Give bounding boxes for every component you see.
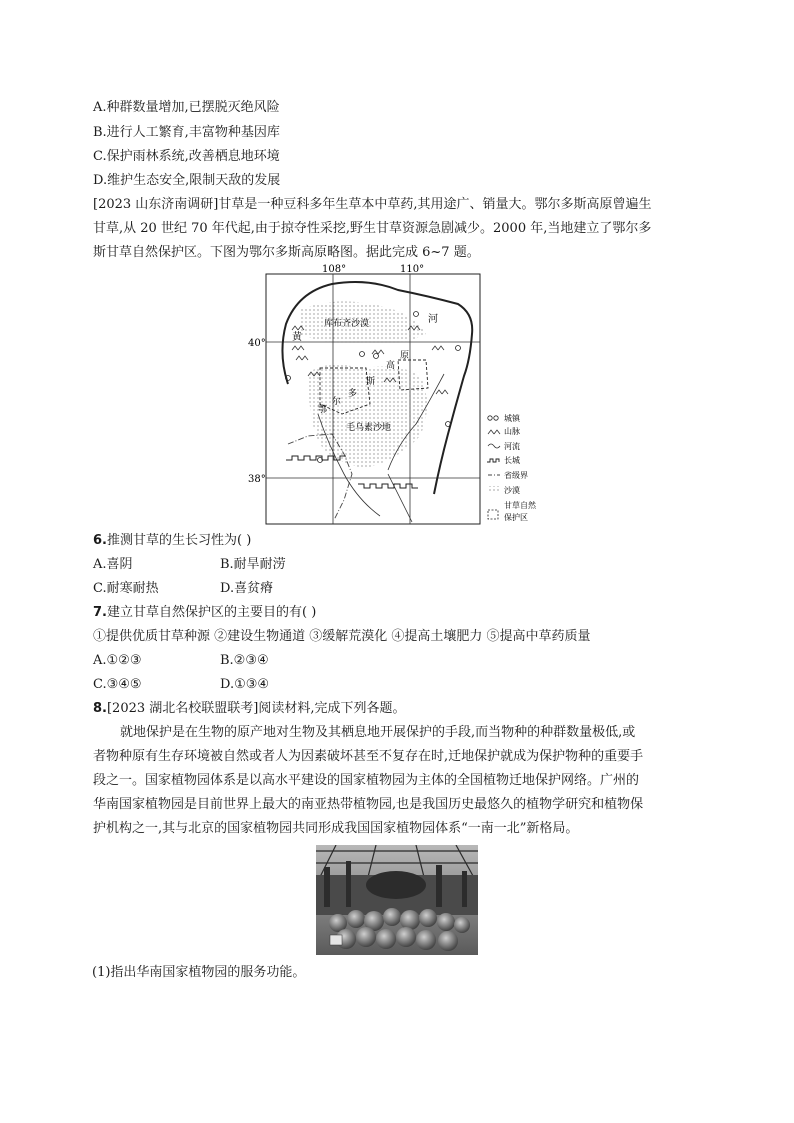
label-plateau-er: 尔 [332, 397, 342, 407]
q6-stem: 推测甘草的生长习性为( ) [106, 533, 252, 548]
label-plateau-si: 斯 [366, 377, 376, 387]
q8-paragraph-line-5: 护机构之一,其与北京的国家植物园共同形成我国国家植物园体系“一南一北”新格局。 [93, 821, 579, 836]
q8-paragraph-line-3: 段之一。国家植物园体系是以高水平建设的国家植物园为主体的全国植物迁地保护网络。广州的 [93, 773, 640, 788]
legend-boundary: 省级界 [504, 471, 528, 480]
q6-option-c: C.耐寒耐热 [93, 581, 159, 596]
label-kubuqi: 库布齐沙漠 [324, 319, 370, 329]
q8-paragraph-line-4: 华南国家植物园是目前世界上最大的南亚热带植物园,也是我国历史最悠久的植物学研究和植物保 [93, 797, 644, 812]
q6-option-d: D.喜贫瘠 [220, 581, 274, 596]
q8-number: 8. [93, 701, 107, 716]
ordos-plateau-map [248, 264, 550, 526]
passage-line-1: [2023 山东济南调研]甘草是一种豆科多年生草本中草药,其用途广、销量大。鄂尔多斯高原曾遍生 [93, 197, 652, 212]
passage-line-3: 斯甘草自然保护区。下图为鄂尔多斯高原略图。据此完成 6~7 题。 [93, 245, 480, 260]
question-7 [93, 604, 316, 622]
river-tributary-3 [388, 474, 412, 522]
map-legend [487, 413, 537, 522]
legend-reserve-1: 甘草自然 [504, 501, 536, 510]
legend-mountain: 山脉 [504, 427, 520, 436]
label-plateau-yuan: 原 [400, 351, 410, 361]
q7-items: ①提供优质甘草种源 ②建设生物通道 ③缓解荒漠化 ④提高土壤肥力 ⑤提高中草药质量 [93, 629, 591, 644]
q8-paragraph-line-2: 者物种原有生存环境被自然或者人为因素破坏甚至不复存在时,迁地保护就成为保护物种的重要手 [93, 749, 644, 764]
question-6 [93, 532, 251, 550]
q7-stem: 建立甘草自然保护区的主要目的有( ) [106, 605, 317, 620]
greenhouse-cactus-photo [316, 845, 478, 955]
legend-town: 城镇 [504, 414, 520, 423]
q7-option-b: B.②③④ [220, 653, 269, 668]
q7-option-c: C.③④⑤ [93, 677, 142, 692]
legend-river: 河流 [504, 442, 520, 451]
q8-subquestion-1: (1)指出华南国家植物园的服务功能。 [92, 965, 306, 980]
q6-option-a: A.喜阴 [93, 557, 133, 572]
label-plateau-e: 鄂 [318, 405, 328, 415]
option-d: D.维护生态安全,限制天敌的发展 [93, 173, 281, 188]
q8-paragraph-line-1: 就地保护是在生物的原产地对生物及其栖息地开展保护的手段,而当物种的种群数量极低,或 [120, 725, 636, 740]
lon-label-110: 110° [400, 264, 425, 275]
option-a: A.种群数量增加,已摆脱灭绝风险 [93, 100, 280, 115]
q8-stem: [2023 湖北名校联盟联考]阅读材料,完成下列各题。 [106, 701, 406, 716]
q6-option-b: B.耐旱耐涝 [220, 557, 286, 572]
legend-desert: 沙漠 [504, 486, 520, 495]
q6-number: 6. [93, 533, 107, 548]
lat-label-38: 38° [248, 474, 266, 485]
label-he: 河 [428, 314, 438, 325]
legend-wall: 长城 [504, 456, 520, 465]
q7-number: 7. [93, 605, 107, 620]
label-huang: 黄 [292, 332, 302, 343]
legend-reserve-2: 保护区 [504, 513, 528, 522]
passage-line-2: 甘草,从 20 世纪 70 年代起,由于掠夺性采挖,野生甘草资源急剧减少。2000 年,当地建立了鄂尔多 [93, 221, 652, 236]
option-b: B.进行人工繁育,丰富物种基因库 [93, 125, 280, 140]
label-maowusu: 毛乌素沙地 [346, 423, 392, 433]
lat-label-40: 40° [248, 338, 266, 349]
label-plateau-duo: 多 [348, 389, 358, 399]
q7-option-d: D.①③④ [220, 677, 270, 692]
option-c: C.保护雨林系统,改善栖息地环境 [93, 149, 280, 164]
q7-option-a: A.①②③ [93, 653, 142, 668]
lon-label-108: 108° [322, 264, 347, 275]
label-plateau-gao: 高 [386, 361, 396, 371]
question-8 [93, 700, 405, 718]
